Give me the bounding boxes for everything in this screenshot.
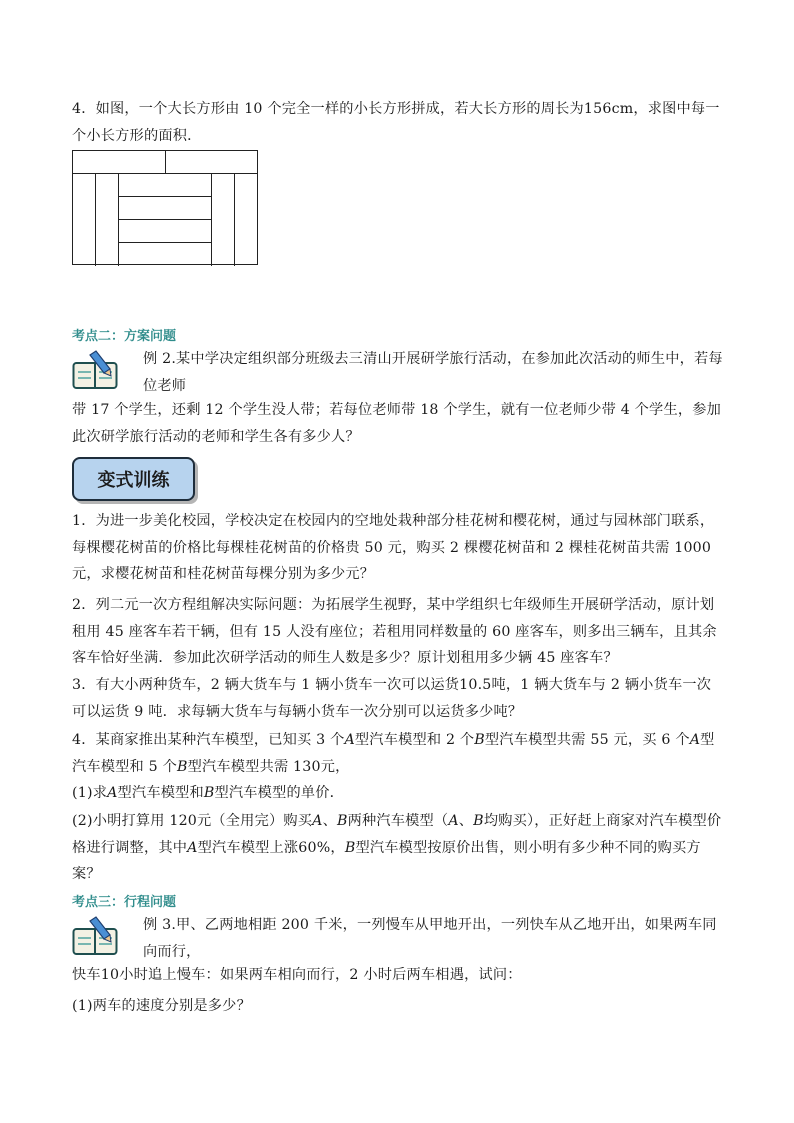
text-segment: 型汽车模型上涨60%， xyxy=(197,839,345,856)
book-pencil-icon xyxy=(72,350,118,390)
text-segment: 型汽车模型的单价． xyxy=(214,785,345,801)
variable-a: A xyxy=(344,732,355,748)
exercise-2: 2．列二元一次方程组解决实际问题：为拓展学生视野，某中学组织七年级师生开展研学活动，原计划租用 45 座客车若干辆，但有 15 人没有座位；若租用同样数量的 60 座客车，则多出三辆车，且其余客车恰好坐满．参加此次研学活动的师生人数是多少？原计划租用多少辆 45 座客车？ xyxy=(72,597,717,666)
practice-banner: 变式训练 xyxy=(72,457,195,501)
variable-a: A xyxy=(689,732,701,748)
exercise-4-sub-1 xyxy=(72,780,724,807)
text-segment: 、 xyxy=(322,813,337,829)
exercise-3: 3．有大小两种货车，2 辆大货车与 1 辆小货车一次可以运货10.5吨，1 辆大货车与 2 辆小货车一次可以运货 9 吨．求每辆大货车与每辆小货车一次分别可以运货多少吨？ xyxy=(72,677,712,720)
text-segment: 、 xyxy=(458,813,474,829)
text-segment: 型汽车模型共需 130元， xyxy=(187,758,350,775)
text-segment: 型汽车模型按原价出售，则小明有多少种不同的购买方案？ xyxy=(72,839,701,882)
variable-b: B xyxy=(473,813,484,829)
example-3-line2: 快车10小时追上慢车：如果两车相向而行，2 小时后两车相遇，试问： xyxy=(72,967,522,983)
text-segment: 型汽车模型共需 55 元，买 6 个 xyxy=(484,732,690,748)
text-segment: (2)小明打算用 120元（全用完）购买 xyxy=(72,813,313,829)
exercise-4-sub-2 xyxy=(72,808,724,888)
text-segment: 型汽车模型和 5 个 xyxy=(72,732,715,775)
variable-b: B xyxy=(176,758,188,775)
variable-b: B xyxy=(336,813,348,829)
book-pencil-icon xyxy=(72,916,118,956)
text-segment: 均购买），正好赶上商家对汽车模型价格进行调整，其中 xyxy=(72,813,722,856)
variable-a: A xyxy=(187,839,198,856)
exercise-1: 1．为进一步美化校园，学校决定在校园内的空地处栽种部分桂花树和樱花树，通过与园林部门联系，每棵樱花树苗的价格比每棵桂花树苗的价格贵 50 元，购买 2 棵樱花树苗和 2 棵桂花树苗共需 1000 元，求樱花树苗和桂花树苗每棵分别为多少元？ xyxy=(72,513,715,582)
text-segment: 型汽车模型和 2 个 xyxy=(354,732,475,748)
example-3-sub-1: (1)两车的速度分别是多少？ xyxy=(72,998,251,1014)
example-2-line1: 例 2.某中学决定组织部分班级去三清山开展研学旅行活动，在参加此次活动的师生中，若每位老师 xyxy=(143,351,723,394)
example-2-line2: 带 17 个学生，还剩 12 个学生没人带；若每位老师带 18 个学生，就有一位老师少带 4 个学生，参加此次研学旅行活动的老师和学生各有多少人？ xyxy=(72,402,721,445)
section-heading-travel: 考点三：行程问题 xyxy=(72,895,177,910)
section-heading-plan: 考点二：方案问题 xyxy=(72,329,177,344)
variable-b: B xyxy=(203,785,215,801)
exercise-4 xyxy=(72,727,724,780)
text-segment: (1)求 xyxy=(72,785,108,801)
variable-b: B xyxy=(474,732,485,748)
variable-b: B xyxy=(344,839,356,856)
text-segment: 型汽车模型和 xyxy=(117,785,204,801)
variable-a: A xyxy=(312,813,323,829)
example-3-line1: 例 3.甲、乙两地相距 200 千米，一列慢车从甲地开出，一列快车从乙地开出，如果两车同向而行， xyxy=(143,917,717,960)
variable-a: A xyxy=(448,813,459,829)
variable-a: A xyxy=(107,785,118,801)
rectangle-tiling-figure xyxy=(72,150,258,265)
text-segment: 两种汽车模型（ xyxy=(347,813,449,829)
problem-4: 4．如图，一个大长方形由 10 个完全一样的小长方形拼成，若大长方形的周长为156cm，求图中每一个小长方形的面积． xyxy=(72,101,720,144)
text-segment: 4．某商家推出某种汽车模型，已知买 3 个 xyxy=(72,732,345,748)
